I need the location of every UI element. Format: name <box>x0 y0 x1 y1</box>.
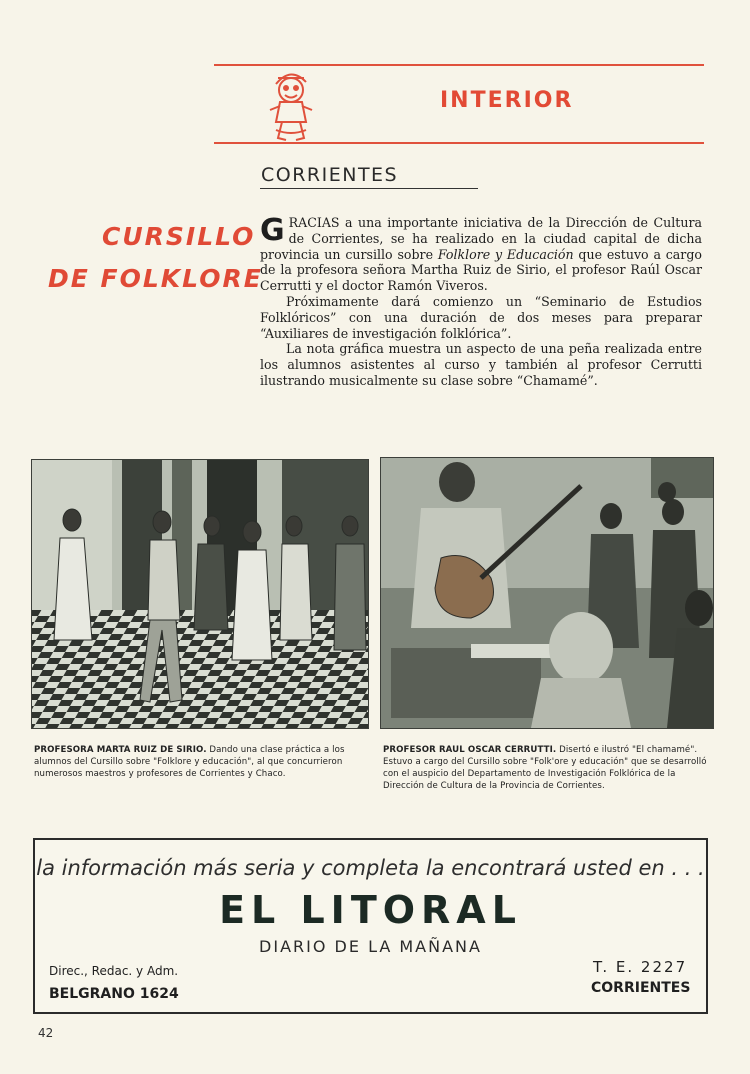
headline-line1: CURSILLO <box>102 222 256 251</box>
guitarist-illustration <box>381 458 713 728</box>
paragraph-2: Próximamente dará comienzo un “Seminario de Estudios Folklóricos” con una duración de dos meses para preparar “Auxiliares de investigación folklórica”. <box>260 293 702 341</box>
ad-address-label: Direc., Redac. y Adm. <box>49 964 179 978</box>
caption-guitarist: PROFESOR RAUL OSCAR CERRUTTI. Disertó e ilustró "El chamamé". Estuvo a cargo del Cursillo sobre "Folk'ore y educación" que se desarrolló con el auspicio del Departamento de Investigación Folklórica de la Dirección de Cultura de la Provincia de Corrientes. <box>383 745 707 791</box>
photo-dance-class <box>31 459 369 729</box>
ad-brand: EL LITORAL <box>219 888 522 932</box>
ad-phone: T. E. 2227 <box>593 958 688 976</box>
caption-dance-class: PROFESORA MARTA RUIZ DE SIRIO. Dando una clase práctica a los alumnos del Cursillo sobre "Folklore y educación", al que concurrieron numerosos maestros y profesores de Corrientes y Chaco. <box>34 745 345 779</box>
headline-line2: DE FOLKLORE <box>48 264 263 293</box>
page-number: 42 <box>38 1026 54 1040</box>
article-body <box>260 215 702 389</box>
region-title: CORRIENTES <box>261 164 399 186</box>
dance-class-illustration <box>32 460 368 728</box>
section-title: INTERIOR <box>440 88 574 113</box>
mascot-illustration <box>262 64 320 146</box>
region-underline <box>260 188 478 189</box>
paragraph-3: La nota gráfica muestra un aspecto de una peña realizada entre los alumnos asistentes al curso y también al profesor Cerrutti ilustrando musicalmente su clase sobre “Chamamé”. <box>260 341 702 388</box>
course-title: Folklore y Educación <box>437 246 574 262</box>
paragraph-1: GRACIAS a una importante iniciativa de la Dirección de Cultura de Corrientes, se ha realizado en la ciudad capital de dicha provincia un cursillo sobre Folklore y Educación que estuvo a cargo de la profesora señora Martha Ruiz de Sirio, el profesor Raúl Oscar Cerrutti y el doctor Ramón Viveros. <box>260 213 702 294</box>
dropcap: G <box>260 213 285 248</box>
ad-address: BELGRANO 1624 <box>49 986 179 1002</box>
ad-city: CORRIENTES <box>591 980 691 996</box>
photo-guitarist <box>380 457 714 729</box>
advertisement-box <box>33 838 708 1014</box>
ad-subtitle: DIARIO DE LA MAÑANA <box>259 937 482 956</box>
ad-tagline: la información más seria y completa la encontrará usted en . . . <box>36 856 705 880</box>
